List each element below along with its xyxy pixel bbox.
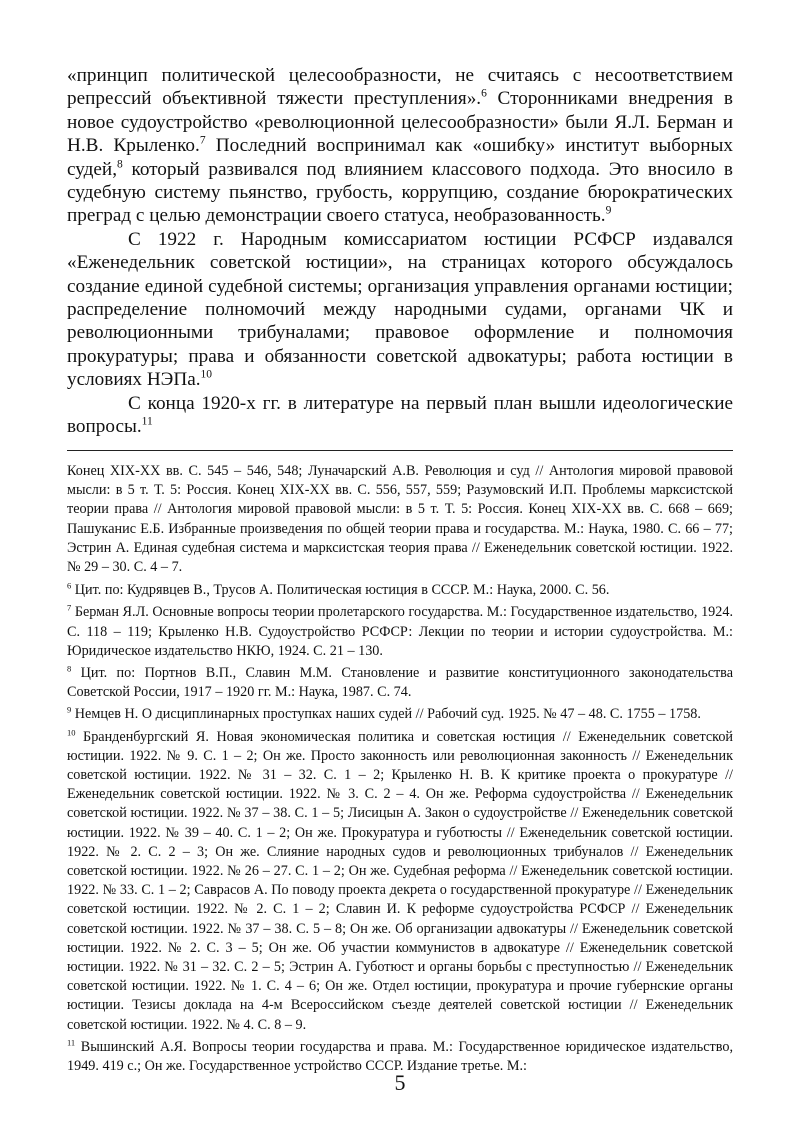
footnote-ref-8[interactable]: 8 (117, 158, 123, 171)
footnote-text: Цит. по: Кудрявцев В., Трусов А. Политическая юстиция в СССР. М.: Наука, 2000. С. 56. (71, 582, 610, 599)
paragraph-2 (67, 228, 733, 392)
footnote-number: 10 (67, 726, 76, 737)
paragraph-1-text-d: который развивался под влиянием классового подхода. Это вносило в судебную систему пьянство, грубость, коррупцию, создание бюрократических преград с целью демонстрации своего статуса, необразованность. (67, 158, 733, 227)
paragraph-3 (67, 392, 733, 439)
footnote-number: 8 (67, 663, 72, 674)
footnote-8 (67, 664, 733, 702)
footnote-text: Вышинский А.Я. Вопросы теории государства и права. М.: Государственное юридическое издательство, 1949. 419 с.; Он же. Государственное устройство СССР. Издание третье. М.: (67, 1038, 733, 1075)
footnote-text: Цит. по: Портнов В.П., Славин М.М. Становление и развитие конституционного законодательства Советской России, 1917 – 1920 гг. М.: Наука, 1987. С. 74. (67, 665, 733, 701)
footnote-ref-6[interactable]: 6 (481, 88, 487, 101)
paragraph-1-text-b: Сторонниками внедрения в новое судоустройство «революционной целесообразности» были Я.Л. Берман и Н.В. Крыленко. (67, 88, 733, 157)
footnote-9 (67, 705, 733, 724)
footnote-number: 6 (67, 580, 72, 591)
footnote-text: Бранденбургский Я. Новая экономическая политика и советская юстиция // Еженедельник советской юстиции. 1922. № 9. С. 1 – 2; Он же. Просто законность или революционная законность // Еженедельник советской юстиции. 1922. № 31 – 32. С. 1 – 2; Крыленко Н. В. К критике проекта о прокуратуре // Еженедельник советской юстиции. 1922. № 3. С. 2 – 4. Он же. Реформа судоустройства // Еженедельник советской юстиции. 1922. № 37 – 38. С. 1 – 5; Лисицын А. Закон о судоустройстве // Еженедельник советской юстиции. 1922. № 39 – 40. С. 1 – 2; Он же. Прокуратура и губотюсты // Еженедельник советской юстиции. 1922. № 2. С. 2 – 3; Он же. Слияние народных судов и революционных трибуналов // Еженедельник советской юстиции. 1922. № 26 – 27. С. 1 – 2; Он же. Судебная реформа // Еженедельник советской юстиции. 1922. № 33. С. 1 – 2; Саврасов А. По поводу проекта декрета о государственной прокуратуре // Еженедельник советской юстиции. 1922. № 2. С. 1 – 2; Славин И. К реформе судоустройства РСФСР // Еженедельник советской юстиции. 1922. № 37 – 38. С. 5 – 8; Он же. Об организации адвокатуры // Еженедельник советской юстиции. 1922. № 2. С. 3 – 5; Он же. Об участии коммунистов в адвокатуре // Еженедельник советской юстиции. 1922. № 31 – 32. С. 2 – 5; Эстрин А. Губотюст и органы борьбы с преступностью // Еженедельник советской юстиции. 1922. № 1. С. 4 – 6; Он же. Отдел юстиции, прокуратура и прочие губернские органы юстиции. Тезисы доклада на 4-м Всероссийском съезде деятелей советской юстиции // Еженедельник советской юстиции. 1922. № 4. С. 8 – 9. (67, 728, 733, 1033)
footnotes (67, 462, 733, 1079)
paragraph-1-text-c: Последний воспринимал как «ошибку» институт выборных судей, (67, 135, 733, 180)
footnote-ref-7[interactable]: 7 (199, 134, 206, 147)
page-number: 5 (394, 1070, 406, 1095)
footnote-10 (67, 728, 733, 1035)
paragraph-3-text: С конца 1920-х гг. в литературе на первый план вышли идеологические вопросы. (67, 392, 733, 438)
paragraph-1-text-a: «принцип политической целесообразности, не считаясь с несоответствием репрессий объективной тяжести преступления». (67, 65, 733, 110)
footnote-ref-10[interactable]: 10 (200, 368, 213, 381)
footnote-continuation: Конец XIX-XX вв. С. 545 – 546, 548; Луначарский А.В. Революция и суд // Антология мировой правовой мысли: в 5 т. Т. 5: Россия. Конец XIX-XX вв. С. 556, 557, 559; Разумовский И.П. Проблемы марксистской теории права // Антология мировой правовой мысли: в 5 т. Т. 5: Россия. Конец XIX-XX вв. С. 668 – 669; Пашуканис Е.Б. Избранные произведения по общей теории права и государства. М.: Наука, 1980. С. 66 – 77; Эстрин А. Единая судебная система и марксистская теория права // Еженедельник советской юстиции. 1922. № 29 – 30. С. 4 – 7. (67, 463, 733, 576)
footnote-number: 9 (67, 704, 72, 715)
main-text (67, 64, 733, 439)
footnote-number: 11 (67, 1037, 76, 1048)
footnote-number: 7 (67, 602, 72, 613)
footnote-7 (67, 603, 733, 661)
footnote-6 (67, 581, 733, 600)
footnote-text: Берман Я.Л. Основные вопросы теории пролетарского государства. М.: Государственное издательство, 1924. С. 118 – 119; Крыленко Н.В. Судоустройство РСФСР: Лекции по теории и истории судоустройства. М.: Юридическое издательство НКЮ, 1924. С. 21 – 130. (67, 604, 733, 659)
footnote-separator (67, 450, 733, 451)
footnote-ref-11[interactable]: 11 (141, 415, 153, 428)
paragraph-2-text: С 1922 г. Народным комиссариатом юстиции РСФСР издавался «Еженедельник советской юстиции», на страницах которого обсуждалось создание единой судебной системы; организация управления органами юстиции; распределение полномочий между народными судами, органами ЧК и революционными трибуналами; правовое оформление и полномочия прокуратуры; права и обязанности советской адвокатуры; работа юстиции в условиях НЭПа. (67, 228, 733, 391)
paragraph-1 (67, 64, 733, 228)
footnote-text: Немцев Н. О дисциплинарных проступках наших судей // Рабочий суд. 1925. № 47 – 48. С. 1755 – 1758. (71, 706, 701, 723)
footnote-ref-9[interactable]: 9 (605, 205, 612, 218)
